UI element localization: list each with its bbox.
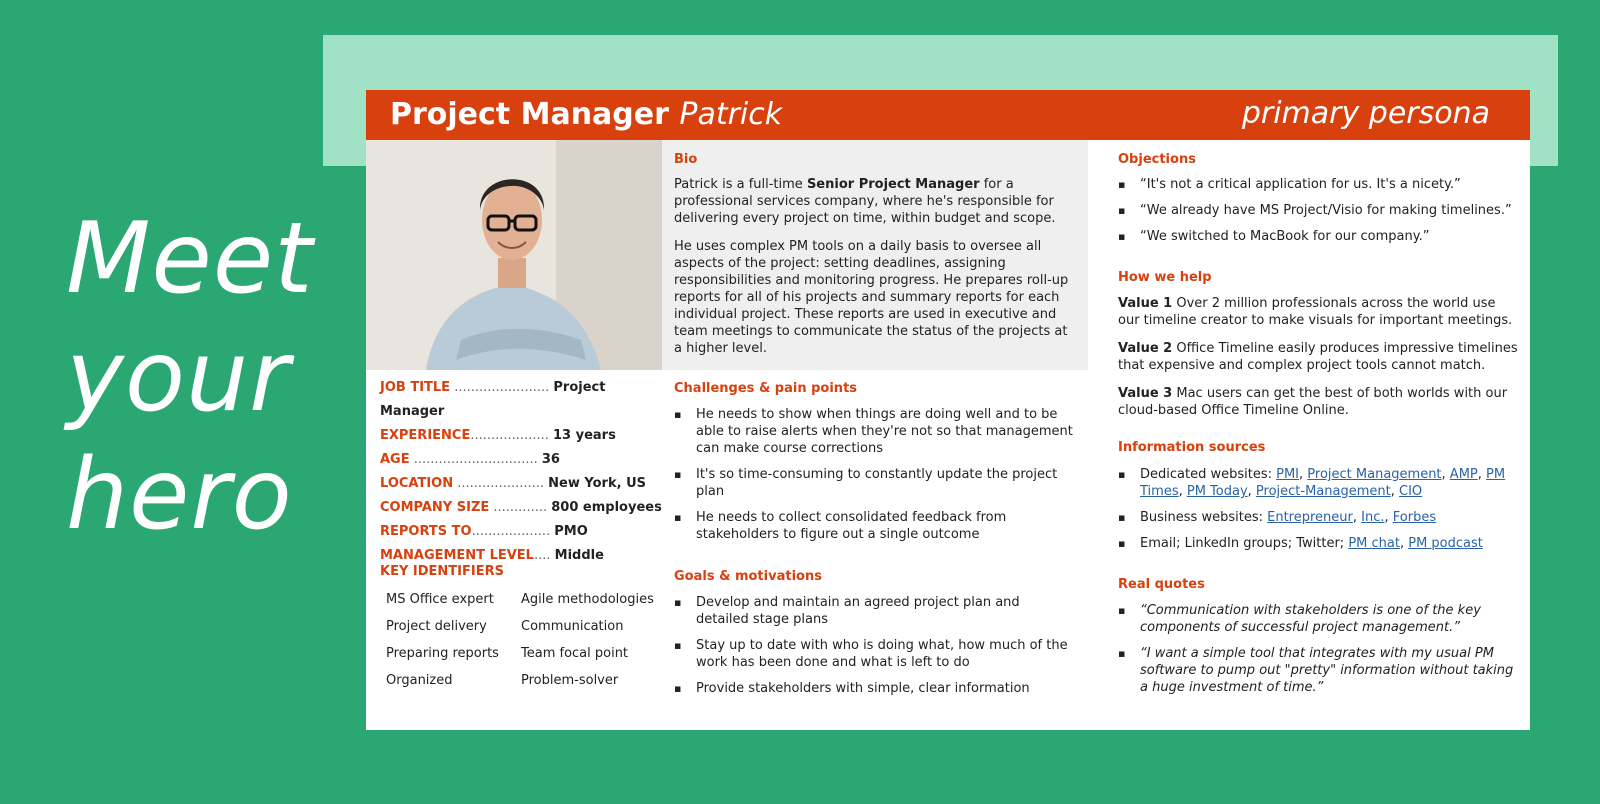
goals-list — [674, 594, 1074, 697]
value-text: Mac users can get the best of both worlds with our cloud-based Office Timeline Online. — [1118, 386, 1508, 418]
info-dots: ..................... — [453, 476, 545, 491]
info-value: Middle — [554, 548, 604, 563]
value-label: Value 2 — [1118, 341, 1173, 356]
bio-paragraph-2: He uses complex PM tools on a daily basis to oversee all aspects of the project: setting deadlines, assigning responsibilities and monitoring progress. He prepares roll-up reports for all of his projects and summary reports for each individual project. These reports are used in executive and team meetings to communicate the status of the projects at a higher level. — [674, 239, 1069, 356]
info-value: New York, US — [548, 476, 646, 491]
info-dots: ............. — [489, 500, 548, 515]
separator: , — [1299, 467, 1308, 482]
bio-heading: Bio — [674, 152, 698, 167]
person-illustration — [366, 140, 662, 370]
source-link[interactable]: Inc. — [1361, 510, 1385, 525]
info-key: AGE — [380, 452, 410, 467]
info-row-age — [380, 448, 665, 472]
info-dots: .............................. — [409, 452, 538, 467]
information-sources-list — [1118, 466, 1518, 552]
persona-role: Project Manager — [390, 97, 669, 132]
info-row-job-title — [380, 376, 665, 424]
info-row-reports-to — [380, 520, 665, 544]
source-link[interactable]: Entrepreneur — [1267, 510, 1353, 525]
source-link[interactable]: PM chat — [1348, 536, 1400, 551]
info-key: REPORTS TO — [380, 524, 472, 539]
source-link[interactable]: Project-Management — [1255, 484, 1391, 499]
source-link[interactable]: Project Management — [1307, 467, 1442, 482]
source-link[interactable]: PMI — [1276, 467, 1300, 482]
identifier-item: Team focal point — [521, 646, 629, 661]
info-dots: ................... — [471, 524, 551, 539]
list-item: ▪ Provide stakeholders with simple, clear information — [674, 680, 1074, 697]
quote-item: ▪ “Communication with stakeholders is one of the key components of successful project management.” — [1118, 602, 1518, 636]
info-row-location — [380, 472, 665, 496]
persona-title — [390, 96, 782, 134]
sources-email — [1118, 535, 1518, 552]
sources-dedicated — [1118, 466, 1518, 500]
info-key: MANAGEMENT LEVEL — [380, 548, 534, 563]
headline-line-2: your — [66, 320, 291, 434]
list-item: ▪ “It's not a critical application for us. It's a nicety.” — [1118, 176, 1518, 193]
information-sources-heading: Information sources — [1118, 440, 1266, 455]
info-value: 13 years — [553, 428, 616, 443]
info-key: EXPERIENCE — [380, 428, 471, 443]
identifier-item: Communication — [521, 619, 624, 634]
list-item: ▪ Stay up to date with who is doing what, how much of the work has been done and what is left to do — [674, 637, 1074, 671]
list-item: ▪ “We switched to MacBook for our company.” — [1118, 228, 1518, 245]
value-1 — [1118, 295, 1518, 329]
key-identifiers-col-2 — [521, 586, 666, 694]
persona-card — [366, 90, 1530, 730]
separator: , — [1247, 484, 1256, 499]
source-link[interactable]: Forbes — [1392, 510, 1437, 525]
headline — [66, 200, 314, 554]
info-key: JOB TITLE — [380, 380, 451, 395]
identifier-item: Project delivery — [386, 619, 487, 634]
bio-text-bold: Senior Project Manager — [806, 177, 980, 192]
separator: , — [1352, 510, 1362, 525]
key-identifiers-heading: KEY IDENTIFIERS — [380, 564, 504, 579]
list-item: ▪ He needs to show when things are doing well and to be able to raise alerts when they're not so that management can make course corrections — [674, 406, 1074, 457]
source-link[interactable]: AMP — [1449, 467, 1478, 482]
persona-tag: primary persona — [1241, 96, 1490, 131]
list-item: ▪ It's so time-consuming to constantly update the project plan — [674, 466, 1074, 500]
value-label: Value 1 — [1118, 296, 1173, 311]
separator: , — [1390, 484, 1399, 499]
value-2 — [1118, 340, 1518, 374]
objections-heading: Objections — [1118, 152, 1196, 167]
info-key: COMPANY SIZE — [380, 500, 490, 515]
source-link[interactable]: PM Today — [1186, 484, 1248, 499]
how-we-help-heading: How we help — [1118, 270, 1212, 285]
value-text: Over 2 million professionals across the world use our timeline creator to make visuals for important meetings. — [1118, 296, 1513, 328]
separator: , — [1399, 536, 1409, 551]
goals-heading: Goals & motivations — [674, 569, 822, 584]
info-key: LOCATION — [380, 476, 454, 491]
bio-paragraph-1 — [674, 176, 1074, 227]
headline-line-1: Meet — [66, 202, 314, 316]
info-value: PMO — [554, 524, 588, 539]
identifier-item: Preparing reports — [386, 646, 499, 661]
identifier-item: Agile methodologies — [521, 592, 654, 607]
identifier-item: Organized — [386, 673, 453, 688]
info-row-experience — [380, 424, 665, 448]
separator: , — [1384, 510, 1393, 525]
identifier-item: MS Office expert — [386, 592, 494, 607]
separator: , — [1477, 467, 1487, 482]
info-dots: ....................... — [450, 380, 550, 395]
source-link[interactable]: PM podcast — [1408, 536, 1483, 551]
info-row-company-size — [380, 496, 665, 520]
source-label: Email; LinkedIn groups; Twitter; — [1140, 536, 1349, 551]
challenges-list — [674, 406, 1074, 543]
bio-text-pre: Patrick is a full-time — [674, 177, 807, 192]
info-dots: .... — [533, 548, 551, 563]
info-table — [380, 376, 665, 568]
list-item: ▪ He needs to collect consolidated feedback from stakeholders to figure out a single outcome — [674, 509, 1074, 543]
title-bar — [366, 90, 1530, 140]
headline-line-3: hero — [66, 438, 293, 552]
source-link[interactable]: PM Times — [1140, 467, 1506, 499]
source-link[interactable]: CIO — [1399, 484, 1423, 499]
sources-business — [1118, 509, 1518, 526]
real-quotes-heading: Real quotes — [1118, 577, 1205, 592]
source-label: Business websites: — [1140, 510, 1268, 525]
persona-photo — [366, 140, 662, 370]
info-value: 800 employees — [551, 500, 662, 515]
separator: , — [1178, 484, 1187, 499]
objections-list — [1118, 176, 1518, 245]
list-item: ▪ “We already have MS Project/Visio for making timelines.” — [1118, 202, 1518, 219]
separator: , — [1441, 467, 1450, 482]
info-value: 36 — [541, 452, 560, 467]
real-quotes-list — [1118, 602, 1518, 696]
value-3 — [1118, 385, 1518, 419]
key-identifiers-col-1 — [386, 586, 516, 694]
challenges-heading: Challenges & pain points — [674, 381, 858, 396]
source-label: Dedicated websites: — [1140, 467, 1277, 482]
info-dots: ................... — [470, 428, 549, 443]
info-value: Project Manager — [380, 380, 606, 419]
value-text: Office Timeline easily produces impressive timelines that expensive and complex project tools cannot match. — [1118, 341, 1518, 373]
quote-item: ▪ “I want a simple tool that integrates with my usual PM software to pump out "pretty" information without taking a huge investment of time.” — [1118, 645, 1518, 696]
persona-name: Patrick — [679, 97, 783, 132]
value-label: Value 3 — [1118, 386, 1173, 401]
bio-text-post: for a professional services company, where he's responsible for delivering every project on time, within budget and scope. — [674, 177, 1056, 226]
identifier-item: Problem-solver — [521, 673, 619, 688]
list-item: ▪ Develop and maintain an agreed project plan and detailed stage plans — [674, 594, 1074, 628]
